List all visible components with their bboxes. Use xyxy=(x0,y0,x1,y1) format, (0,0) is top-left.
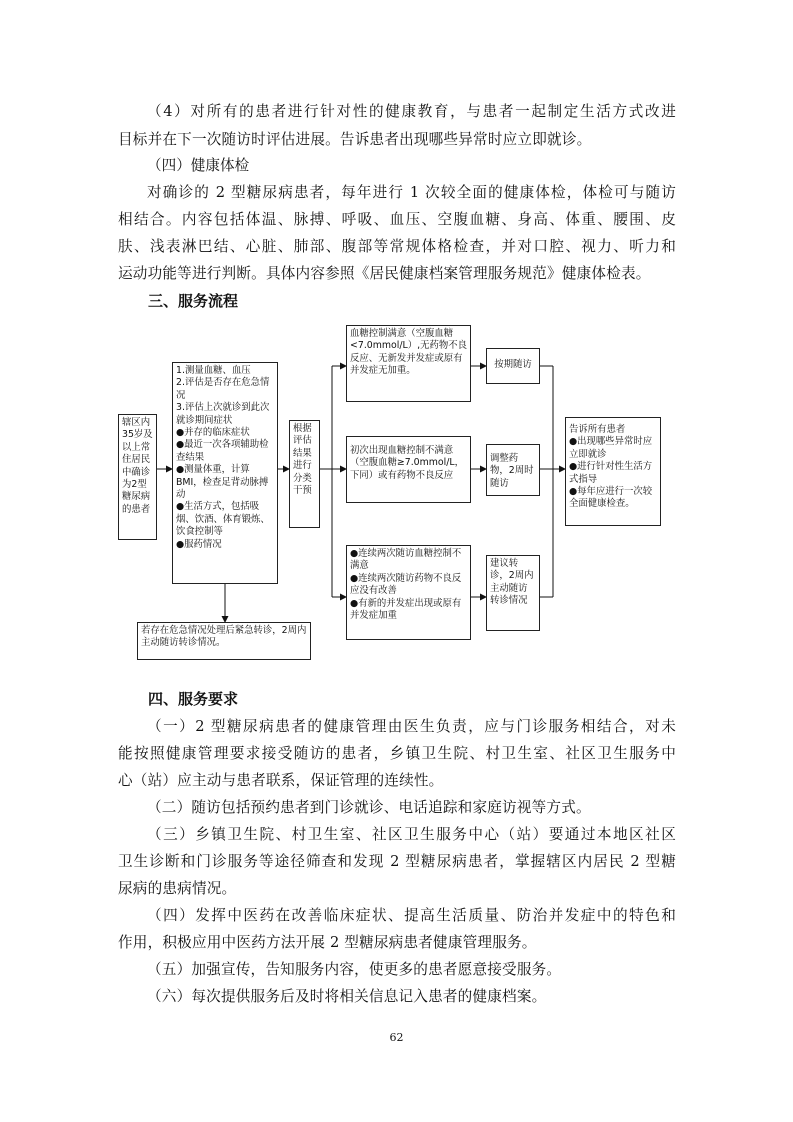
section3-title: 三、服务流程 xyxy=(148,292,239,310)
page-number: 62 xyxy=(389,1031,404,1044)
assessment-line: 1.测量血糖、血压 xyxy=(176,365,251,376)
start-box: 辖区内35岁及以上常住居民中确诊为2型糖尿病的患者 xyxy=(118,414,157,540)
classify-box: 根据评估结果进行分类干预 xyxy=(289,420,320,528)
req3-line2: 卫生诊断和门诊服务等途径筛查和发现 2 型糖尿病患者，掌握辖区内居民 2 型糖 xyxy=(118,853,676,870)
condition-first-unsatisfied-box: 初次出现血糖控制不满意（空腹血糖≥7.0mmol/L，下同）或有药物不良反应 xyxy=(346,436,471,503)
action-scheduled-followup: 按期随访 xyxy=(486,348,540,384)
assessment-line: 3.评估上次就诊到此次就诊期间症状 xyxy=(176,402,270,426)
exam-line-4: 运动功能等进行判断。具体内容参照《居民健康档案管理服务规范》健康体检表。 xyxy=(118,265,651,282)
req6: （六）每次提供服务后及时将相关信息记入患者的健康档案。 xyxy=(147,988,547,1005)
referral-condition: ●连续两次随访血糖控制不满意 xyxy=(350,548,462,572)
condition-referral-box xyxy=(346,545,471,640)
final-advice-line: 告诉所有患者 xyxy=(569,424,626,435)
assessment-line: ●并存的临床症状 xyxy=(176,427,250,439)
subheading-health-exam: （四）健康体检 xyxy=(147,157,250,174)
item4-line1: （4）对所有的患者进行针对性的健康教育，与患者一起制定生活方式改进 xyxy=(147,103,676,120)
final-advice-line: ●出现哪些异常时应立即就诊 xyxy=(569,436,653,460)
assessment-box xyxy=(172,362,278,584)
req2: （二）随访包括预约患者到门诊就诊、电话追踪和家庭访视等方式。 xyxy=(147,799,591,816)
final-advice-line: ●每年应进行一次较全面健康检查。 xyxy=(569,486,653,510)
assessment-line: 2.评估是否存在危急情况 xyxy=(176,377,270,401)
req5: （五）加强宣传，告知服务内容，使更多的患者愿意接受服务。 xyxy=(147,961,562,978)
req3-line1: （三）乡镇卫生院、村卫生室、社区卫生服务中心（站）要通过本地区社区 xyxy=(147,826,676,843)
condition-satisfied-box: 血糖控制满意（空腹血糖<7.0mmol/L）,无药物不良反应、无新发并发症或原有并发症无加重。 xyxy=(346,325,471,402)
req4-line2: 作用，积极应用中医药方法开展 2 型糖尿病患者健康管理服务。 xyxy=(118,934,537,951)
req4-line1: （四）发挥中医药在改善临床症状、提高生活质量、防治并发症中的特色和 xyxy=(147,907,676,924)
emergency-box: 若存在危急情况处理后紧急转诊，2周内主动随访转诊情况。 xyxy=(137,622,311,660)
req1-line3: 心（站）应主动与患者联系，保证管理的连续性。 xyxy=(118,772,444,789)
req1-line1: （一）2 型糖尿病患者的健康管理由医生负责，应与门诊服务相结合，对未 xyxy=(147,718,676,735)
assessment-line: ●测量体重，计算BMI，检查足背动脉搏动 xyxy=(176,464,269,501)
exam-line-2: 相结合。内容包括体温、脉搏、呼吸、血压、空腹血糖、身高、体重、腰围、皮 xyxy=(118,211,676,228)
referral-condition: ●有新的并发症出现或原有并发症加重 xyxy=(350,597,462,622)
assessment-line: ●服药情况 xyxy=(176,538,222,550)
section4-title: 四、服务要求 xyxy=(148,690,239,708)
assessment-line: ●最近一次各项辅助检查结果 xyxy=(176,439,269,463)
referral-condition: ●连续两次随访药物不良反应没有改善 xyxy=(350,572,462,597)
req3-line3: 尿病的患病情况。 xyxy=(118,880,237,897)
action-adjust-medication: 调整药物，2周时随访 xyxy=(486,444,540,496)
req1-line2: 能按照健康管理要求接受随访的患者，乡镇卫生院、村卫生室、社区卫生服务中 xyxy=(118,745,676,762)
action-referral: 建议转诊，2周内主动随访转诊情况 xyxy=(486,555,540,631)
assessment-line: ●生活方式，包括吸烟、饮酒、体育锻炼、饮食控制等 xyxy=(176,501,270,538)
item4-line2: 目标并在下一次随访时评估进展。告诉患者出现哪些异常时应立即就诊。 xyxy=(118,131,592,148)
exam-line-1: 对确诊的 2 型糖尿病患者，每年进行 1 次较全面的健康体检，体检可与随访 xyxy=(147,184,676,201)
final-advice-box xyxy=(565,417,661,526)
final-advice-line: ●进行针对性生活方式指导 xyxy=(569,461,653,485)
exam-line-3: 肤、浅表淋巴结、心脏、肺部、腹部等常规体格检查，并对口腔、视力、听力和 xyxy=(118,238,676,255)
